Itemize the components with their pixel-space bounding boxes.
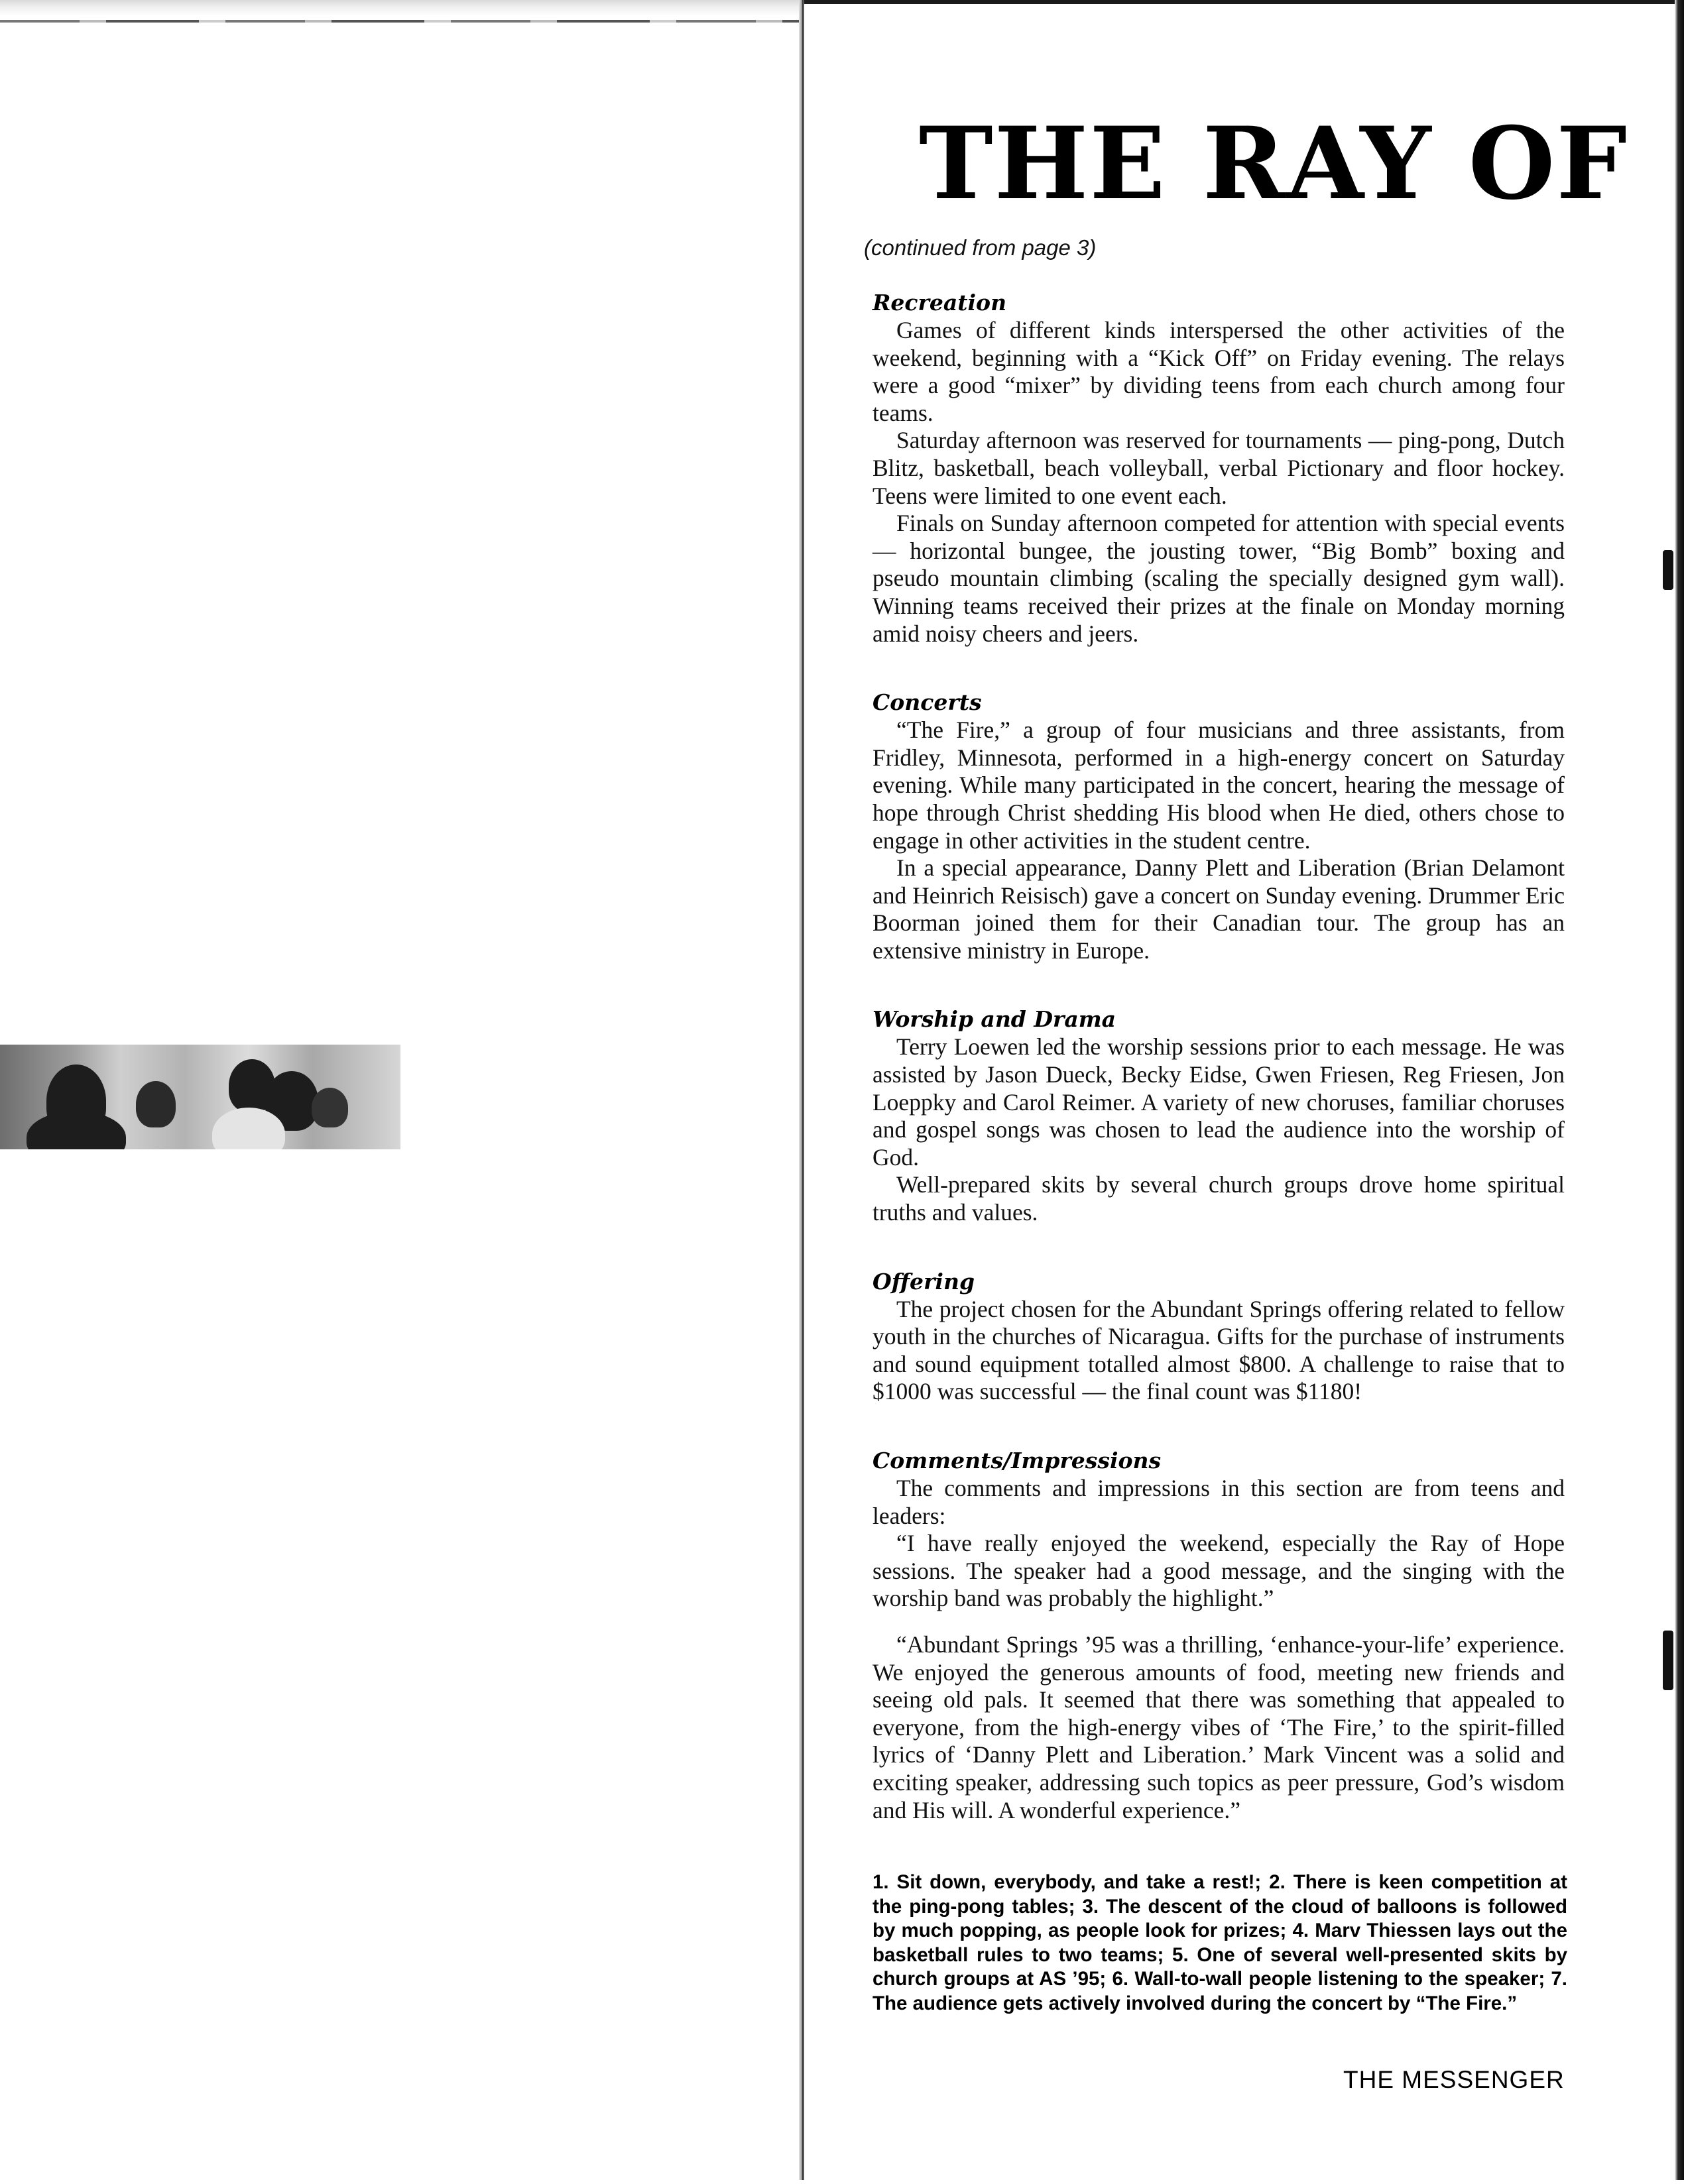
photo-figure (312, 1088, 348, 1127)
paragraph: “The Fire,” a group of four musicians and three assistants, from Fridley, Minnesota, performed in a high-energy concert on Saturday evening. While many participated in the concert, hearing the message of hope through Christ shedding His blood when He died, others chose to engage in other activities in the student centre. (872, 717, 1565, 854)
paragraph: Saturday afternoon was reserved for tournaments — ping-pong, Dutch Blitz, basketball, beach volleyball, verbal Pictionary and floor hockey. Teens were limited to one event each. (872, 427, 1565, 509)
section-heading: Concerts (872, 689, 982, 716)
quote: “I have really enjoyed the weekend, especially the Ray of Hope sessions. The speaker had a good message, and the singing with the worship band was probably the highlight.” (872, 1530, 1565, 1612)
paragraph: Games of different kinds interspersed the other activities of the weekend, beginning with a “Kick Off” on Friday evening. The relays were a good “mixer” by dividing teens from each church among four teams. (872, 317, 1565, 426)
scan-top-edge (0, 20, 801, 23)
scan-edge-mark (1663, 550, 1673, 590)
section-offering (872, 1268, 1565, 1406)
paragraph: The project chosen for the Abundant Springs offering related to fellow youth in the churches of Nicaragua. Gifts for the purchase of instruments and sound equipment totalled almost $800. A challenge to raise that to $1000 was successful — the final count was $1180! (872, 1295, 1565, 1405)
photo-figure (27, 1111, 126, 1149)
photo-figure (136, 1081, 176, 1127)
paragraph: Well-prepared skits by several church groups drove home spiritual truths and values. (872, 1171, 1565, 1226)
section-worship-and-drama (872, 1006, 1565, 1226)
publication-footer: THE MESSENGER (1343, 2066, 1565, 2093)
paragraph: The comments and impressions in this section are from teens and leaders: (872, 1475, 1565, 1529)
paragraph: Finals on Sunday afternoon competed for attention with special events — horizontal bungee, the jousting tower, “Big Bomb” boxing and pseudo mountain climbing (scaling the specially designed gym wall). Winning teams received their prizes at the finale on Monday morning amid noisy cheers and jeers. (872, 510, 1565, 647)
section-heading: Recreation (872, 290, 1007, 316)
section-heading: Offering (872, 1268, 975, 1294)
paragraph: In a special appearance, Danny Plett and Liberation (Brian Delamont and Heinrich Reisisch) gave a concert on Sunday evening. Drummer Eric Boorman joined them for their Canadian tour. The group has an extensive ministry in Europe. (872, 854, 1565, 964)
scan-edge-mark (1663, 1631, 1673, 1690)
headline: THE RAY OF (919, 105, 1628, 222)
section-heading: Comments/Impressions (872, 1448, 1162, 1473)
section-comments-impressions (872, 1447, 1565, 1824)
scan-right-edge (1675, 0, 1684, 2180)
section-heading: Worship and Drama (872, 1006, 1116, 1033)
quote: “Abundant Springs ’95 was a thrilling, ‘enhance-your-life’ experience. We enjoyed the generous amounts of food, meeting new friends and seeing old pals. It seemed that there was something that appealed to everyone, from the high-energy vibes of ‘The Fire,’ to the spirit-filled lyrics of ‘Danny Plett and Liberation.’ Mark Vincent was a solid and exciting speaker, addressing such topics as peer pressure, God’s wisdom and His will. A wonderful experience.” (872, 1631, 1565, 1823)
photo-caption: 1. Sit down, everybody, and take a rest!; 2. There is keen competition at the ping-pong tables; 3. The descent of the cloud of balloons is followed by much popping, as people look for prizes; 4. Marv Thiessen lays out the basketball rules to two teams; 5. One of several well-presented skits by church groups at AS ’95; 6. Wall-to-wall people listening to the speaker; 7. The audience gets actively involved during the concert by “The Fire.” (872, 1871, 1567, 2014)
photo-crop (0, 1045, 400, 1149)
paragraph: Terry Loewen led the worship sessions prior to each message. He was assisted by Jason Dueck, Becky Eidse, Gwen Friesen, Reg Friesen, Jon Loeppky and Carol Reimer. A variety of new choruses, familiar choruses and gospel songs was chosen to lead the audience into the worship of God. (872, 1033, 1565, 1171)
scan-top-shadow (0, 0, 802, 23)
article (872, 289, 1565, 1865)
continued-note: (continued from page 3) (864, 235, 1097, 260)
section-concerts (872, 689, 1565, 964)
section-recreation (872, 289, 1565, 648)
